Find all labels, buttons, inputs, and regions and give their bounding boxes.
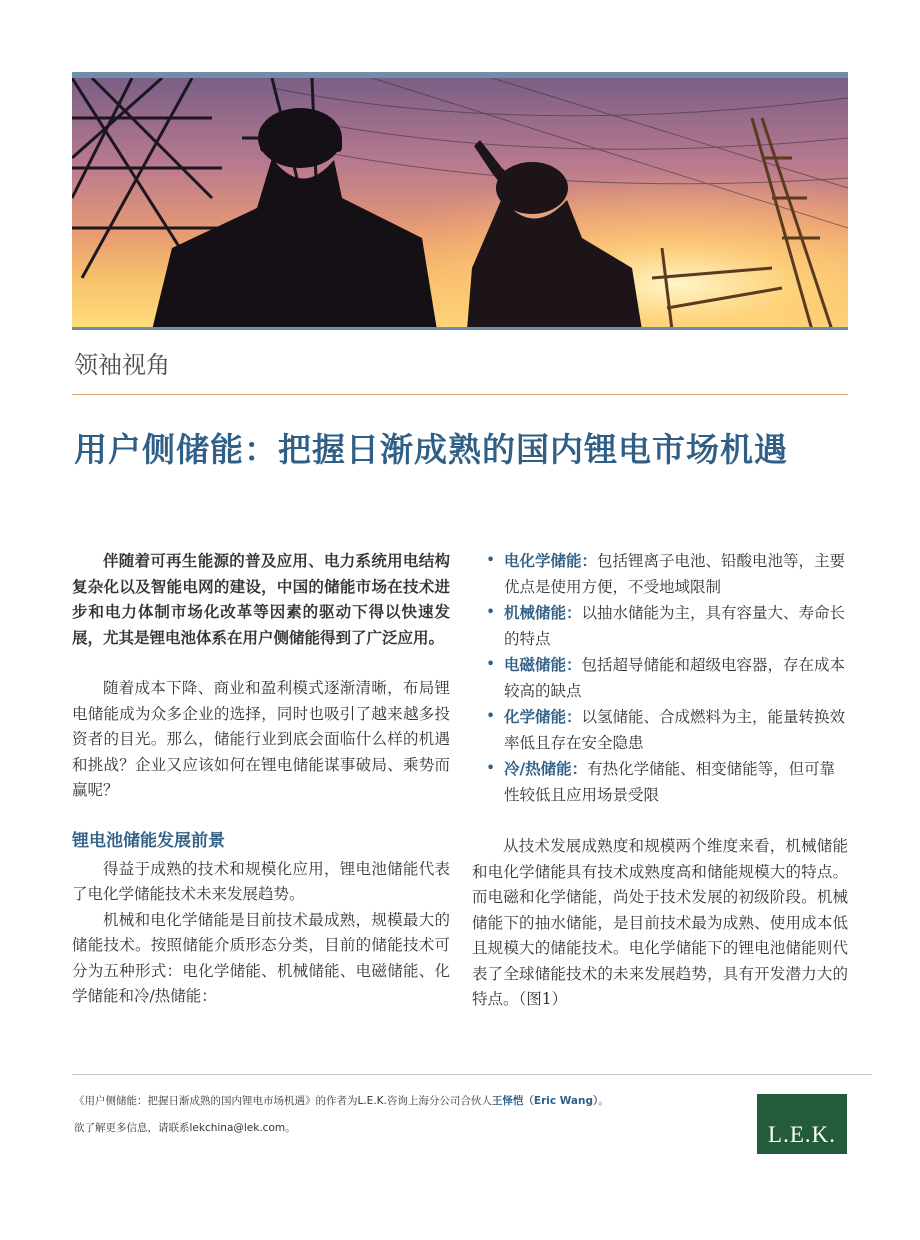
right-column bbox=[472, 548, 848, 1013]
list-item: • 冷/热储能：有热化学储能、相变储能等，但可靠性较低且应用场景受限 bbox=[486, 759, 836, 804]
list-item: • 电化学储能：包括锂离子电池、铅酸电池等，主要优点是使用方便，不受地域限制 bbox=[486, 551, 846, 596]
list-item-text: 包括超导储能和超级电容器，存在成本较高的缺点 bbox=[504, 656, 846, 700]
list-item-term: 冷/热储能： bbox=[504, 759, 588, 778]
list-item-term: 电磁储能： bbox=[504, 655, 582, 674]
list-item-term: 机械储能： bbox=[504, 603, 582, 622]
hero-image bbox=[72, 72, 848, 330]
list-item-text: 以氢储能、合成燃料为主，能量转换效率低且存在安全隐患 bbox=[504, 708, 846, 752]
author-note-suffix: 。 bbox=[598, 1095, 609, 1107]
paragraph: 从技术发展成熟度和规模两个维度来看，机械储能和电化学储能具有技术成熟度高和储能规模大的特点。而电磁和化学储能，尚处于技术发展的初级阶段。机械储能下的抽水储能，是目前技术最为成熟、使用成本低且规模大的储能技术。电化学储能下的锂电池储能则代表了全球储能技术的未来发展趋势，具有开发潜力大的特点。（图1） bbox=[472, 837, 848, 1008]
section-tag: 领袖视角 bbox=[74, 351, 170, 379]
author-name: 王怿恺（Eric Wang） bbox=[491, 1095, 599, 1107]
list-item-text: 有热化学储能、相变储能等，但可靠性较低且应用场景受限 bbox=[504, 760, 836, 804]
list-item-text: 以抽水储能为主，具有容量大、寿命长的特点 bbox=[504, 604, 846, 648]
list-item-term: 电化学储能： bbox=[504, 551, 598, 570]
list-item: • 机械储能：以抽水储能为主，具有容量大、寿命长的特点 bbox=[486, 603, 846, 648]
contact-note: 欲了解更多信息，请联系lekchina@lek.com。 bbox=[74, 1122, 296, 1134]
paragraph: 随着成本下降、商业和盈利模式逐渐清晰，布局锂电储能成为众多企业的选择，同时也吸引了越来越多投资者的目光。那么，储能行业到底会面临什么样的机遇和挑战？企业又应该如何在锂电储能谋事破局、乘势而赢呢？ bbox=[72, 679, 450, 799]
left-column bbox=[72, 548, 450, 1010]
footer-divider bbox=[72, 1074, 872, 1075]
list-item: • 化学储能：以氢储能、合成燃料为主，能量转换效率低且存在安全隐患 bbox=[486, 707, 846, 752]
paragraph: 机械和电化学储能是目前技术最成熟，规模最大的储能技术。按照储能介质形态分类，目前的储能技术可分为五种形式：电化学储能、机械储能、电磁储能、化学储能和冷/热储能： bbox=[72, 910, 450, 1005]
page-title: 用户侧储能：把握日渐成熟的国内锂电市场机遇 bbox=[74, 430, 788, 469]
paragraph: 得益于成熟的技术和规模化应用，锂电池储能代表了电化学储能技术未来发展趋势。 bbox=[72, 859, 450, 903]
hero-photo-illustration bbox=[72, 78, 848, 330]
section-heading: 锂电池储能发展前景 bbox=[72, 830, 225, 851]
list-item-term: 化学储能： bbox=[504, 707, 582, 726]
author-note bbox=[74, 1093, 609, 1108]
header-divider bbox=[72, 394, 848, 395]
storage-types-list bbox=[472, 548, 848, 808]
intro-paragraph: 伴随着可再生能源的普及应用、电力系统用电结构复杂化以及智能电网的建设，中国的储能市场在技术进步和电力体制市场化改革等因素的驱动下得以快速发展，尤其是锂电池体系在用户侧储能得到了广泛应用。 bbox=[72, 551, 450, 647]
author-note-prefix: 《用户侧储能：把握日渐成熟的国内锂电市场机遇》的作者为L.E.K.咨询上海分公司合伙人 bbox=[74, 1095, 492, 1107]
lek-logo: L.E.K. bbox=[757, 1094, 847, 1154]
list-item: • 电磁储能：包括超导储能和超级电容器，存在成本较高的缺点 bbox=[486, 655, 846, 700]
list-item-text: 包括锂离子电池、铅酸电池等，主要优点是使用方便，不受地域限制 bbox=[504, 552, 846, 596]
